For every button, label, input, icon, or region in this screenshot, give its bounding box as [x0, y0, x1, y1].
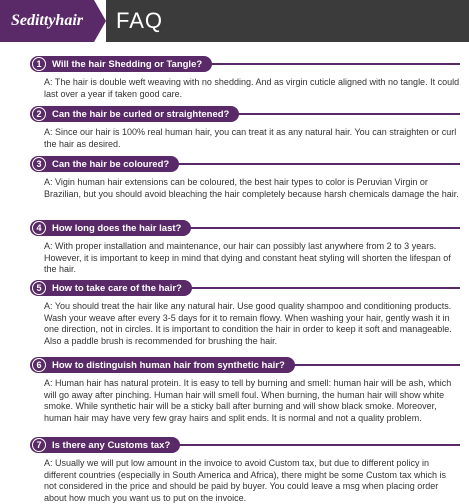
faq-item-1	[30, 56, 460, 100]
question-pill	[30, 220, 191, 236]
faq-item-2	[30, 106, 460, 150]
faq-item-6	[30, 357, 460, 424]
question-bar	[30, 357, 460, 373]
question-bar	[30, 156, 460, 172]
faq-item-7	[30, 437, 460, 504]
question-pill	[30, 437, 180, 453]
question-number: 6	[32, 358, 46, 372]
question-number: 5	[32, 281, 46, 295]
question-text: How long does the hair last?	[52, 222, 182, 234]
question-text: Can the hair be curled or straightened?	[52, 108, 230, 120]
answer-text: A: With proper installation and maintenance, our hair can possibly last anywhere from 2 to 3 years. However, it is important to keep in mind that dying and constant heat styling will shorten the lifespan of the hair.	[44, 241, 451, 274]
question-number: 4	[32, 221, 46, 235]
question-number: 3	[32, 157, 46, 171]
brand-logo: Sedittyhair	[0, 0, 94, 42]
header	[0, 0, 469, 42]
question-number: 1	[32, 57, 46, 71]
brand-notch	[94, 0, 106, 42]
answer-text: A: Usually we will put low amount in the invoice to avoid Custom tax, but due to different policy in different countries (especially in South America and Africa), there might be some Custom tax which is not considered in the price and should be paid by buyer. You could leave a msg when placing order about how much you want us to put on the invoice.	[44, 458, 447, 503]
question-bar	[30, 220, 460, 236]
question-pill	[30, 156, 179, 172]
faq-item-5	[30, 280, 460, 347]
answer-text: A: Since our hair is 100% real human hair, you can treat it as any natural hair. You can straighten or curl the hair as desired.	[44, 127, 457, 149]
faq-item-4	[30, 220, 460, 276]
answer-text: A: The hair is double weft weaving with no shedding. And as virgin cuticle aligned with no tangle. It could last over a year if taken good care.	[44, 77, 460, 99]
question-number: 2	[32, 107, 46, 121]
question-text: Is there any Customs tax?	[52, 439, 171, 451]
answer-text: A: Vigin human hair extensions can be coloured, the best hair types to color is Peruvian Virgin or Brazilian, but you should avoid bleaching the hair completely because harsh chemicals damage the hair.	[44, 177, 459, 199]
question-pill	[30, 106, 239, 122]
question-bar	[30, 437, 460, 453]
question-bar	[30, 280, 460, 296]
question-bar	[30, 106, 460, 122]
faq-item-3	[30, 156, 460, 200]
page-title: FAQ	[106, 0, 469, 42]
question-text: How to distinguish human hair from synthetic hair?	[52, 359, 285, 371]
question-bar	[30, 56, 460, 72]
question-pill	[30, 357, 295, 373]
answer-text: A: Human hair has natural protein. It is easy to tell by burning and smell: human hair will be ash, which will go away after pinching. Human hair will smell foul. When burning, the human hair will show white smoke. While synthetic hair will be a sticky ball after burning and will show black smoke. Moreover, human hair may have very few gray hairs and split ends. It is normal and not a quality problem.	[44, 378, 452, 423]
question-pill	[30, 280, 192, 296]
question-pill	[30, 56, 212, 72]
question-number: 7	[32, 438, 46, 452]
question-text: How to take care of the hair?	[52, 282, 182, 294]
question-text: Can the hair be coloured?	[52, 158, 170, 170]
answer-text: A: You should treat the hair like any natural hair. Use good quality shampoo and conditioning products. Wash your weave after every 3-5 days for it to remain flowy. When washing your hair, gently wash it in one direction, not in circles. It is important to condition the hair in order to keep it soft and manageable. Also a paddle brush is recommended for brushing the hair.	[44, 301, 452, 346]
question-text: Will the hair Shedding or Tangle?	[52, 58, 203, 70]
